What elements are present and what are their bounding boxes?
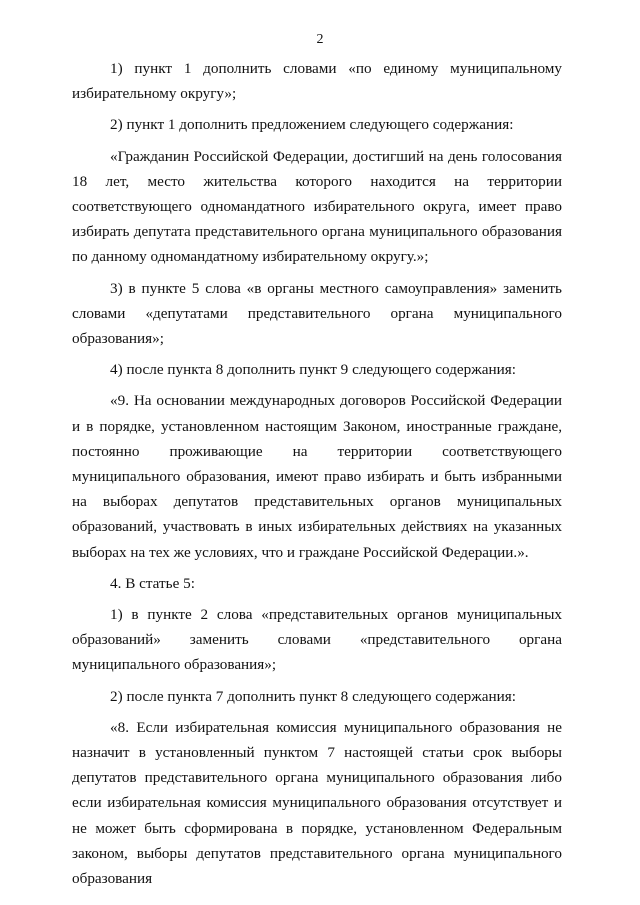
paragraph-quote-9: «9. На основании международных договоров Российской Федерации и в порядке, установленном настоящим Законом, иностранные граждане, постоянно проживающие на территории соответствующего муниципального образования, имеют право избирать и быть избранными на выборах депутатов представительных органов муниципальных образований, участвовать в иных избирательных действиях на указанных выборах на тех же условиях, что и граждане Российской Федерации.». bbox=[72, 392, 562, 561]
page-number: 2 bbox=[316, 32, 324, 47]
paragraph-item-2: 2) пункт 1 дополнить предложением следующего содержания: bbox=[110, 116, 514, 134]
paragraph-item-1: 1) пункт 1 дополнить словами «по единому муниципальному избирательному округу»; bbox=[72, 60, 562, 103]
paragraph-article-5-heading: 4. В статье 5: bbox=[110, 574, 195, 592]
paragraph-art5-item-2: 2) после пункта 7 дополнить пункт 8 следующего содержания: bbox=[110, 687, 516, 705]
paragraph-quote-8: «8. Если избирательная комиссия муниципального образования не назначит в установленный пунктом 7 настоящей статьи срок выборы депутатов представительного органа муниципального образования либо если избирательная комиссия муниципального образования отсутствует и не может быть сформирована в порядке, установленном Федеральным законом, выборы депутатов представительного органа муниципального образования bbox=[72, 718, 562, 888]
paragraph-item-3: 3) в пункте 5 слова «в органы местного самоуправления» заменить словами «депутатами представительного органа муниципального образования»; bbox=[72, 279, 562, 348]
paragraph-art5-item-1: 1) в пункте 2 слова «представительных органов муниципальных образований» заменить словами «представительного органа муниципального образования»; bbox=[72, 606, 562, 674]
paragraph-quote-citizen: «Гражданин Российской Федерации, достигший на день голосования 18 лет, место жительства которого находится на территории соответствующего одномандатного избирательного округа, имеет право избирать депутата представительного органа муниципального образования по данному одномандатному избирательному округу.»; bbox=[72, 147, 562, 266]
paragraph-item-4: 4) после пункта 8 дополнить пункт 9 следующего содержания: bbox=[110, 361, 516, 379]
document-body bbox=[72, 56, 562, 891]
